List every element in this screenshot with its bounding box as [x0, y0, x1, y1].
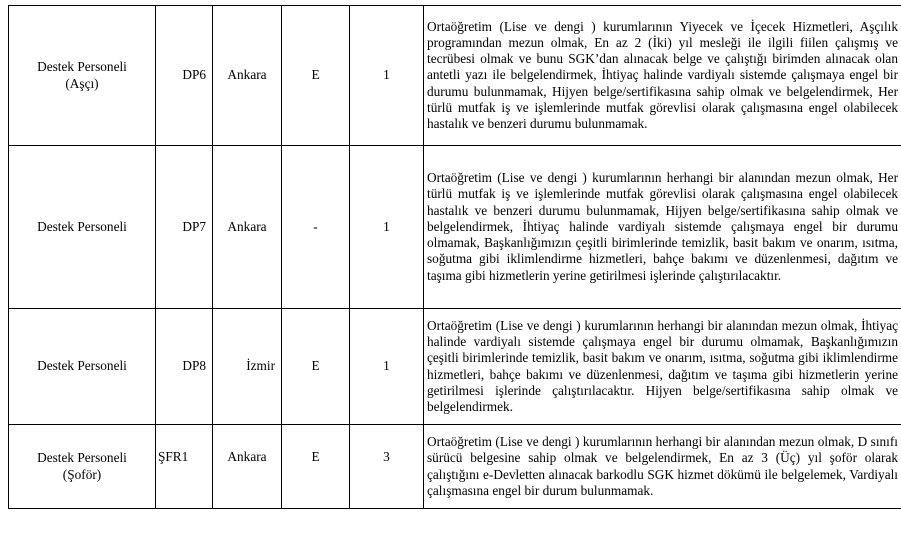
position-code: DP7	[156, 146, 213, 309]
requirements-cell: Ortaöğretim (Lise ve dengi ) kurumlarının herhangi bir alanından mezun olmak, Her türlü mutfak iş ve işlemlerinde mutfak görevlisi olarak çalışmasına engel olabilecek hastalık ve benzeri durumu bulunmamak, Hijyen belge/sertifikasına sahip olmak ve belgelendirmek, İhtiyaç halinde vardiyalı sistemde çalışmaya engel bir durumu olmamak, Başkanlığımızın çeşitli birimlerinde temizlik, basit bakım ve onarım, ısıtma, soğutma gibi iklimlendirme hizmetleri, bahçe bakımı ve düzenlenmesi, dağıtım ve taşıma gibi hizmetlerin yerine getirilmesi işlerinde çalıştırılacaktır.	[424, 146, 901, 309]
requirements-cell: Ortaöğretim (Lise ve dengi ) kurumlarının Yiyecek ve İçecek Hizmetleri, Aşçılık programından mezun olmak, En az 2 (İki) yıl mesleği ile ilgili fiilen çalışmış ve tecrübesi olmak ve bunu SGK’dan alınacak belge ve çalıştığı birimden alınacak olan antetli yazı ile belgelendirmek, İhtiyaç halinde vardiyalı sistemde çalışmaya engel bir durumu bulunmamak, Hijyen belge/sertifikasına sahip olmak ve belgelendirmek, Her türlü mutfak iş ve işlemlerinde mutfak görevlisi olarak çalışmasına engel olabilecek hastalık ve benzeri durumu bulunmamak.	[424, 6, 901, 146]
position-cell	[9, 425, 156, 509]
requirements-cell: Ortaöğretim (Lise ve dengi ) kurumlarının herhangi bir alanından mezun olmak, D sınıfı sürücü belgesine sahip olmak ve belgelendirmek, En az 3 (Üç) yıl şoför olarak çalıştığını e-Devletten alınacak barkodlu SGK hizmet dökümü ile belgelemek, Vardiyalı çalışmasına engel bir durum bulunmamak.	[424, 425, 901, 509]
city-cell: Ankara	[213, 146, 282, 309]
table-row	[9, 425, 901, 509]
gender-cell: E	[282, 309, 350, 425]
position-title: Destek Personeli	[37, 450, 127, 466]
position-title: Destek Personeli	[37, 59, 127, 75]
position-title: Destek Personeli	[37, 358, 127, 374]
position-code: DP8	[156, 309, 213, 425]
count-cell: 3	[350, 425, 424, 509]
gender-cell: E	[282, 425, 350, 509]
position-subtitle: (Şoför)	[62, 466, 102, 482]
requirements-cell: Ortaöğretim (Lise ve dengi ) kurumlarının herhangi bir alanından mezun olmak, İhtiyaç halinde vardiyalı sistemde çalışmaya engel bir durumu olmamak, Başkanlığımızın çeşitli birimlerinde temizlik, basit bakım ve onarım, ısıtma, soğutma gibi iklimlendirme hizmetleri, bahçe bakımı ve düzenlenmesi, dağıtım ve taşıma gibi hizmetlerin yerine getirilmesi işlerinde çalıştırılacaktır. Hijyen belge/sertifikasına sahip olmak ve belgelendirmek.	[424, 309, 901, 425]
position-cell	[9, 309, 156, 425]
table-row	[9, 309, 901, 425]
table-row	[9, 6, 901, 146]
count-cell: 1	[350, 309, 424, 425]
gender-cell: -	[282, 146, 350, 309]
position-cell	[9, 6, 156, 146]
position-cell	[9, 146, 156, 309]
city-cell: Ankara	[213, 6, 282, 146]
table-row	[9, 146, 901, 309]
position-subtitle: (Aşçı)	[65, 75, 99, 91]
count-cell: 1	[350, 6, 424, 146]
position-title: Destek Personeli	[37, 218, 127, 234]
gender-cell: E	[282, 6, 350, 146]
city-cell: Ankara	[213, 425, 282, 509]
position-code: DP6	[156, 6, 213, 146]
position-code: ŞFR1	[156, 425, 213, 509]
job-requirements-table	[8, 5, 901, 509]
count-cell: 1	[350, 146, 424, 309]
city-cell: İzmir	[213, 309, 282, 425]
